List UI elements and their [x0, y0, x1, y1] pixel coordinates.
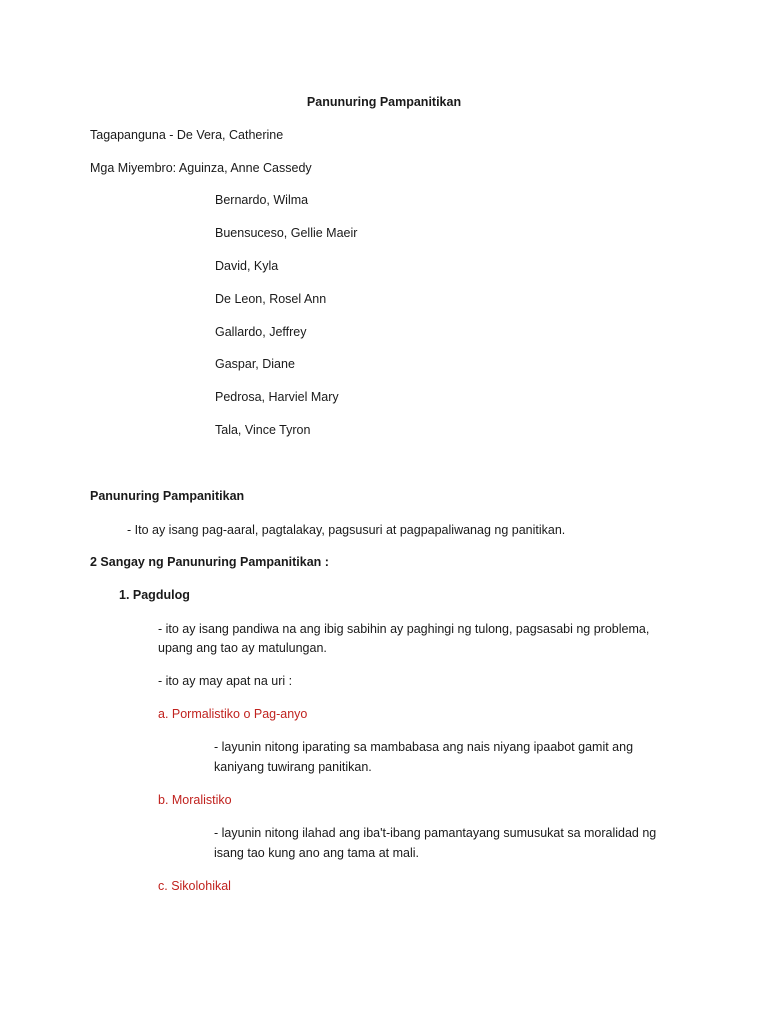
- member-name: Pedrosa, Harviel Mary: [215, 390, 339, 404]
- member-name: Tala, Vince Tyron: [215, 423, 311, 437]
- member-name: Gallardo, Jeffrey: [215, 325, 307, 339]
- pagdulog-paragraph-line: - ito ay isang pandiwa na ang ibig sabihin ay paghingi ng tulong, pagsasabi ng problema,: [158, 622, 650, 636]
- subheading-pormalistiko: a. Pormalistiko o Pag-anyo: [158, 707, 308, 721]
- member-name: Buensuceso, Gellie Maeir: [215, 226, 358, 240]
- branches-heading: 2 Sangay ng Panunuring Pampanitikan :: [90, 555, 329, 569]
- pormalistiko-text-line: kaniyang tuwirang panitikan.: [214, 760, 372, 774]
- subheading-moralistiko: b. Moralistiko: [158, 793, 232, 807]
- moralistiko-text-line: - layunin nitong ilahad ang iba't-ibang pamantayang sumusukat sa moralidad ng: [214, 826, 657, 840]
- pagdulog-types-intro: - ito ay may apat na uri :: [158, 674, 293, 688]
- leader-line: Tagapanguna - De Vera, Catherine: [90, 128, 284, 142]
- member-name: De Leon, Rosel Ann: [215, 292, 327, 306]
- moralistiko-text-line: isang tao kung ano ang tama at mali.: [214, 846, 419, 860]
- document-title: Panunuring Pampanitikan: [306, 95, 462, 109]
- subheading-sikolohikal: c. Sikolohikal: [158, 879, 231, 893]
- definition-text: - Ito ay isang pag-aaral, pagtalakay, pagsusuri at pagpapaliwanag ng panitikan.: [127, 523, 566, 537]
- member-name: Bernardo, Wilma: [215, 193, 309, 207]
- pagdulog-paragraph-line: upang ang tao ay matulungan.: [158, 641, 327, 655]
- pormalistiko-text-line: - layunin nitong iparating sa mambabasa ang nais niyang ipaabot gamit ang: [214, 740, 634, 754]
- item-heading-pagdulog: 1. Pagdulog: [119, 588, 190, 602]
- member-name: David, Kyla: [215, 259, 279, 273]
- member-name: Gaspar, Diane: [215, 357, 295, 371]
- members-label: Mga Miyembro: Aguinza, Anne Cassedy: [90, 161, 312, 175]
- section-heading: Panunuring Pampanitikan: [90, 489, 245, 503]
